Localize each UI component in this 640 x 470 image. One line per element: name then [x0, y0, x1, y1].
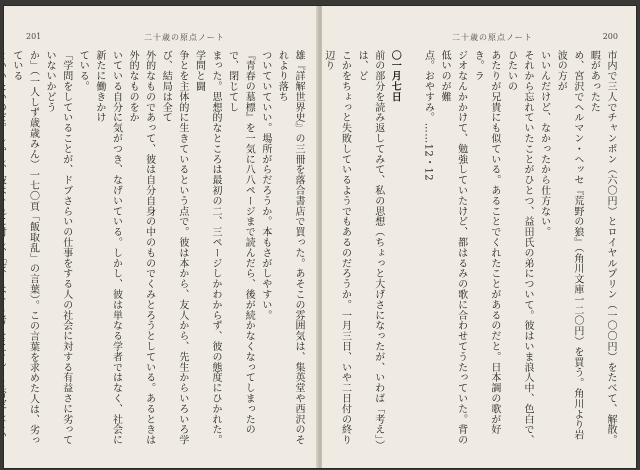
left-page — [4, 6, 318, 468]
text-line — [402, 50, 419, 450]
right-running-header: 二十歳の原点ノート — [452, 33, 533, 42]
text-line: いいんだけど、なかったから仕方ない。 — [538, 50, 550, 238]
text-line: 『青春の墓標』を一気に八八ページまで読んだら、後が続かなくなってしまったので、閉じてし — [226, 50, 255, 435]
text-line: 外的なものであって、彼は自分自身の中のものでくみとろうとしている。あるときは外的なものをか — [127, 50, 155, 446]
text-line: ついていていい。場所がらだろうか。本もさがしやすい。 — [259, 50, 271, 321]
text-line: それから忘れていたことがひとつ、益田氏の弟について。彼はいま浪人中、色白で、ひたいの — [505, 50, 534, 446]
text-line: め、宮沢でヘルマン・ヘッセ『荒野の狼』（角川文庫一二〇円）を買う。角川より岩波の方が — [555, 50, 583, 441]
book-spread — [4, 6, 636, 468]
left-running-header: 二十歳の原点ノート — [144, 33, 225, 42]
right-page-number: 200 — [602, 32, 618, 41]
left-page-text — [10, 50, 306, 450]
text-line: いている自分に気がつき、なげいている。しかし、彼は単なる学者ではなく、社会に新たに働きかけ — [93, 50, 122, 446]
left-page-number: 201 — [26, 32, 42, 41]
right-page-text — [322, 50, 618, 450]
text-line: ている。 — [77, 50, 89, 92]
text-line — [4, 50, 7, 450]
text-line: 「学問をしていることが、ドブさらいの仕事をする人の社会に対する有益さに劣っていないかどう — [44, 50, 72, 446]
text-line: 争とを主体的に生きているという点で。彼は本から、友人から、先生からいろいろ学び、結局は全て — [160, 50, 188, 446]
text-line: 前の部分を読み返してみて、私の思想（ちょっと大げさになったが、いわば「考え」）は、ど — [356, 50, 384, 446]
text-line: か」（一人しず歳歳みん）一七〇頁「飯取乱」の言葉）。この言葉を求めた人は、劣っている — [10, 50, 39, 446]
text-line: ジオなんかかけて、勉強していたけど、都はるみの歌に合わせてうたっていた。背の低いのが難 — [439, 50, 467, 446]
text-line: 市内で三人でチャンポン（六〇円）とロイヤルプリン（一〇〇円）をたべて、解散。暇があったた — [588, 50, 616, 446]
right-page — [322, 6, 636, 468]
text-line: あたりが兄貴にも似ている。あることでくれたことがあるのだと。日本調の歌が好き。ラ — [472, 50, 500, 435]
text-line: 〇一月七日 — [389, 50, 401, 102]
text-line: こかをちょっと失敗しているようでもあるのだろうか。一月三日、いや二日付の終り辺り — [322, 50, 351, 446]
text-line: まった。思想的なところは最初の二、三ページしかわからず、彼の態度にひかれた。学問と闘 — [193, 50, 222, 446]
text-line: 点。おやすみ。……12・12 — [422, 50, 434, 182]
text-line: 雄『詳解世界史』の三冊を落合書店で買った。あそこの雰囲気は、集英堂や西沢のそれより落ち — [276, 50, 304, 446]
